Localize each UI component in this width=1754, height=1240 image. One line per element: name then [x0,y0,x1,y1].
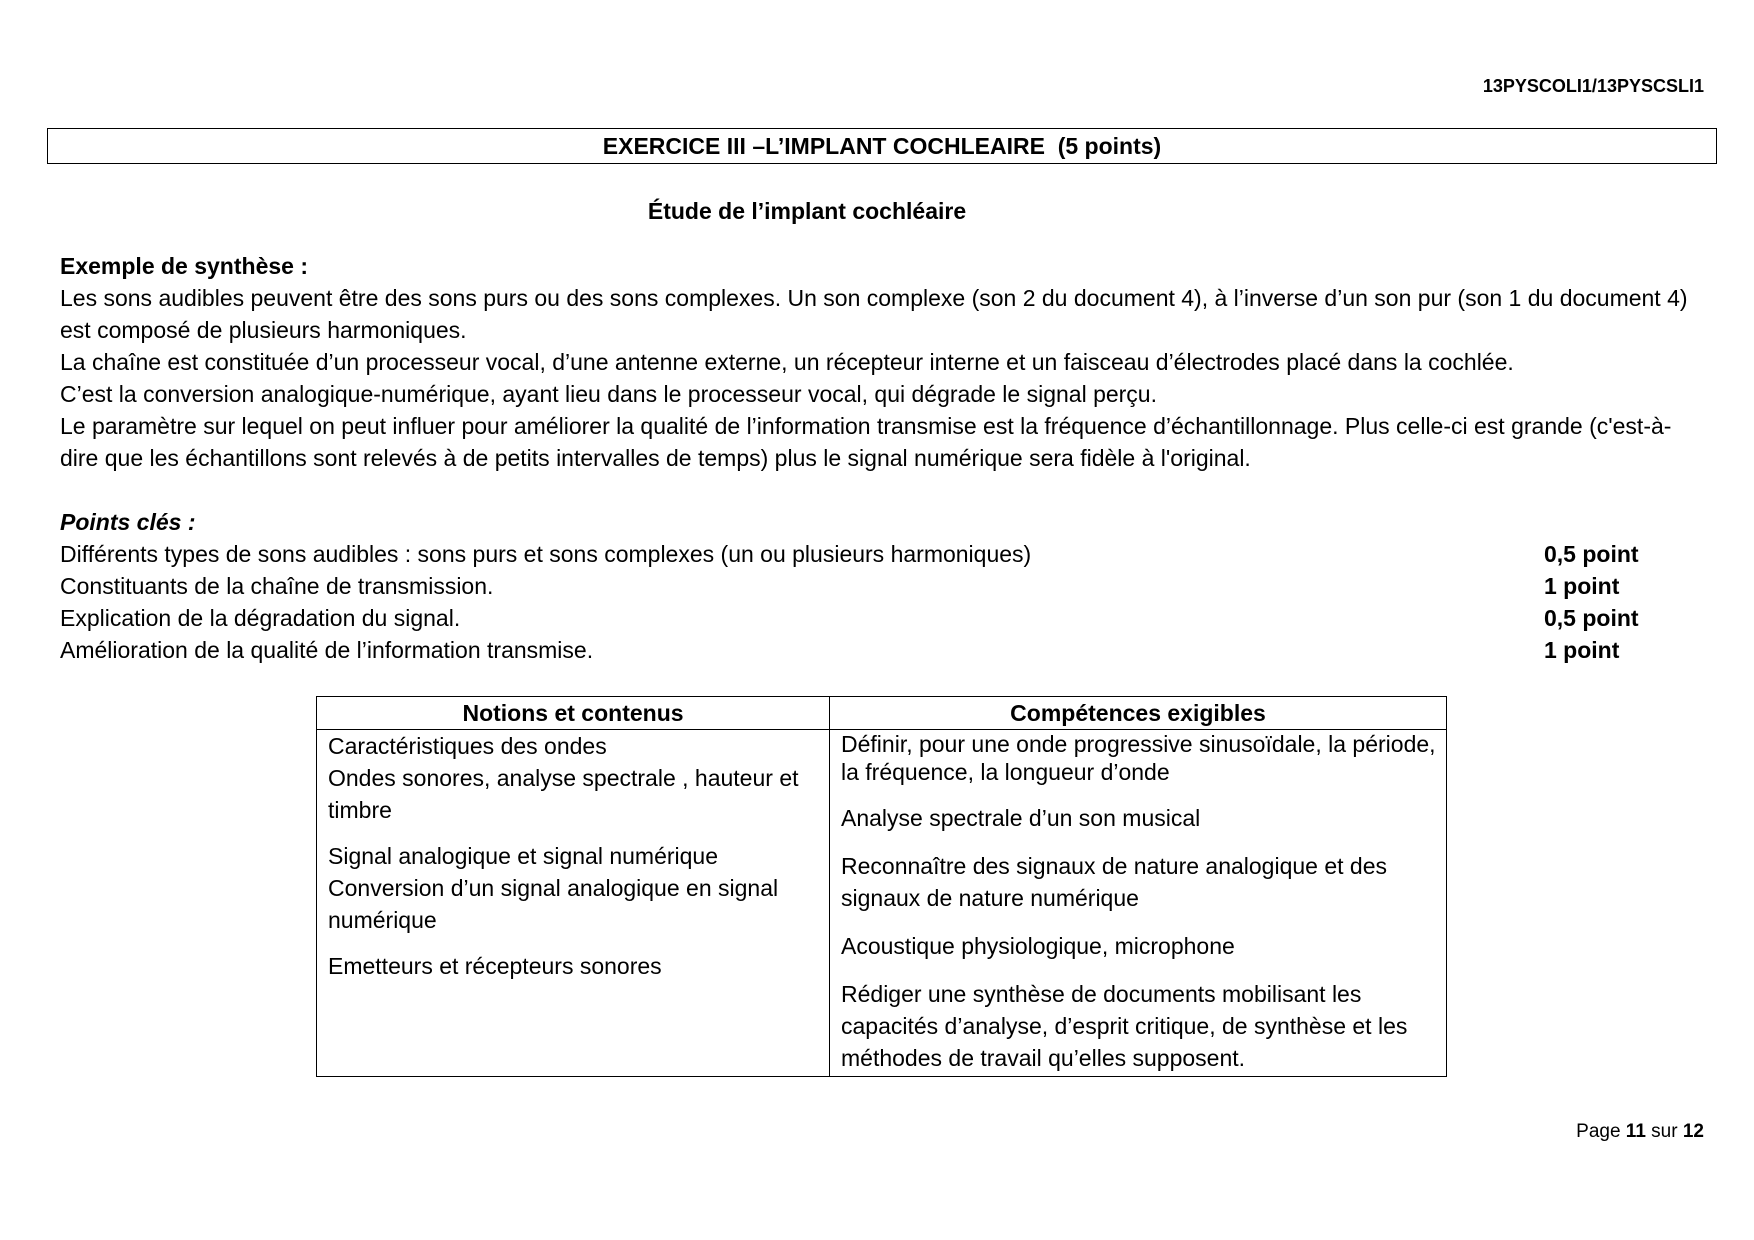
synthesis-paragraph: C’est la conversion analogique-numérique, ayant lieu dans le processeur vocal, qui dégrade le signal perçu. [60,381,1157,407]
key-point-row [60,570,1650,602]
key-point-row [60,538,1650,570]
document-code: 13PYSCOLI1/13PYSCSLI1 [1482,76,1704,96]
key-point-text: Différents types de sons audibles : sons purs et sons complexes (un ou plusieurs harmoniques) [60,541,1032,567]
key-point-score: 1 point [1544,637,1620,663]
footer-mid: sur [1651,1121,1678,1142]
key-point-score: 1 point [1544,573,1620,599]
main-content [60,250,1700,666]
table-header-competences: Compétences exigibles [830,697,1447,730]
notion-item: Signal analogique et signal numérique Conversion d’un signal analogique en signal numérique [328,843,779,933]
exercise-title-text: EXERCICE III –L’IMPLANT COCHLEAIRE (5 points) [602,132,1162,159]
notion-item: Emetteurs et récepteurs sonores [328,953,662,979]
competences-cell [830,730,1447,1077]
competence-item: Reconnaître des signaux de nature analogique et des signaux de nature numérique [841,853,1388,911]
synthesis-paragraph: La chaîne est constituée d’un processeur vocal, d’une antenne externe, un récepteur interne et un faisceau d’électrodes placé dans la cochlée. [60,349,1514,375]
table-header-notions: Notions et contenus [317,697,830,730]
notion-item: Caractéristiques des ondes Ondes sonores, analyse spectrale , hauteur et timbre [328,733,799,823]
table-header-row [317,697,1447,730]
notions-cell [317,730,830,1077]
notions-table [316,696,1447,1077]
footer-page-number: 11 [1625,1121,1646,1142]
competence-item: Analyse spectrale d’un son musical [841,805,1201,831]
key-point-text: Constituants de la chaîne de transmission. [60,573,494,599]
synthesis-heading: Exemple de synthèse : [60,253,308,279]
page-footer [1576,1121,1704,1143]
synthesis-paragraph: Les sons audibles peuvent être des sons purs ou des sons complexes. Un son complexe (son 2 du document 4), à l’inverse d’un son pur (son 1 du document 4) est composé de plusieurs harmoniques. [60,285,1688,343]
key-points-heading: Points clés : [60,509,196,535]
key-point-row [60,602,1650,634]
key-point-text: Explication de la dégradation du signal. [60,605,461,631]
exercise-title [47,128,1717,164]
competence-item: Définir, pour une onde progressive sinusoïdale, la période, la fréquence, la longueur d’onde [841,731,1436,785]
footer-prefix: Page [1576,1121,1621,1142]
key-point-score: 0,5 point [1544,541,1639,567]
key-point-row [60,634,1650,666]
competence-item: Rédiger une synthèse de documents mobilisant les capacités d’analyse, d’esprit critique, de synthèse et les méthodes de travail qu’elles supposent. [841,981,1408,1071]
key-point-text: Amélioration de la qualité de l’information transmise. [60,637,594,663]
section-subtitle: Étude de l’implant cochléaire [647,198,967,224]
competence-item: Acoustique physiologique, microphone [841,933,1235,959]
table-row [317,730,1447,1077]
synthesis-paragraph: Le paramètre sur lequel on peut influer pour améliorer la qualité de l’information transmise est la fréquence d’échantillonnage. Plus celle-ci est grande (c'est-à-dire que les échantillons sont relevés à de petits intervalles de temps) plus le signal numérique sera fidèle à l'original. [60,413,1672,471]
footer-page-total: 12 [1682,1121,1704,1142]
key-point-score: 0,5 point [1544,605,1639,631]
